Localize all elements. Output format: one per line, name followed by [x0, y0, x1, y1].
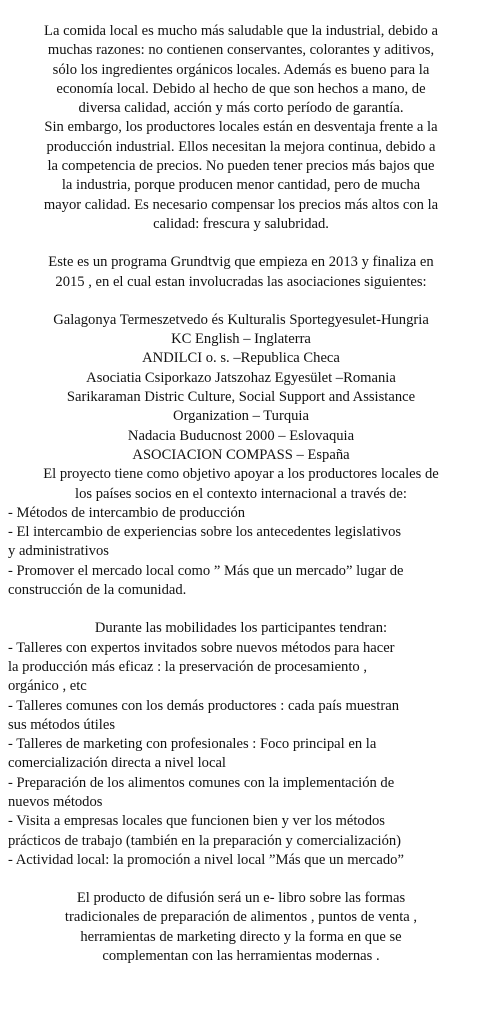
spacer	[6, 234, 476, 253]
intro-line: diversa calidad, acción y más corto período de garantía.	[78, 100, 404, 117]
mobility-heading-text: Durante las mobilidades los participantes tendran:	[94, 620, 388, 637]
intro-line: producción industrial. Ellos necesitan la mejora continua, debido a	[46, 138, 436, 155]
mobility-item: la producción más eficaz : la preservación de procesamiento ,	[8, 658, 368, 675]
mobility-item: sus métodos útiles	[8, 716, 116, 733]
partner-item: Nadacia Buducnost 2000 – Eslovaquia	[127, 427, 355, 444]
intro-line: economía local. Debido al hecho de que son hechos a mano, de	[56, 80, 426, 97]
objective-intro	[6, 465, 476, 504]
partner-item: ASOCIACION COMPASS – España	[132, 446, 350, 463]
partner-item: Asociatia Csiporkazo Jatszohaz Egyesület –Romania	[86, 369, 396, 386]
objective-item: - Métodos de intercambio de producción	[8, 504, 246, 521]
outcome-line: El producto de difusión será un e- libro sobre las formas	[76, 890, 406, 907]
objective-item: construcción de la comunidad.	[8, 582, 187, 599]
mobility-item: comercialización directa a nivel local	[8, 755, 226, 772]
mobility-item: orgánico , etc	[8, 678, 87, 695]
mobility-item: - Talleres comunes con los demás productores : cada país muestran	[8, 697, 399, 714]
objective-intro-line: los países socios en el contexto internacional a través de:	[75, 485, 407, 502]
partner-item: Galagonya Termeszetvedo és Kulturalis Sportegyesulet-Hungria	[53, 311, 429, 328]
mobility-item: - Preparación de los alimentos comunes con la implementación de	[8, 774, 395, 791]
mobility-item: - Talleres de marketing con profesionales : Foco principal en la	[8, 736, 377, 753]
spacer	[6, 870, 476, 889]
objective-item: y administrativos	[8, 543, 109, 560]
outcome-line: tradicionales de preparación de alimentos , puntos de venta ,	[64, 909, 418, 926]
partner-item: Sarikaraman Distric Culture, Social Support and Assistance	[66, 389, 416, 406]
objective-list	[6, 504, 476, 600]
intro-paragraph	[6, 22, 476, 234]
mobility-item: prácticos de trabajo (también en la preparación y comercialización)	[8, 832, 402, 849]
objective-item: - Promover el mercado local como ” Más que un mercado” lugar de	[8, 562, 404, 579]
partner-item: Organization – Turquia	[173, 408, 309, 425]
outcome-line: herramientas de marketing directo y la forma en que se	[80, 928, 402, 945]
outcome-line: complementan con las herramientas modernas .	[102, 948, 380, 965]
mobility-item: nuevos métodos	[8, 793, 103, 810]
intro-line: muchas razones: no contienen conservantes, colorantes y aditivos,	[47, 42, 435, 59]
mobility-heading	[6, 619, 476, 638]
objective-item: - El intercambio de experiencias sobre los antecedentes legislativos	[8, 524, 402, 541]
spacer	[6, 292, 476, 311]
intro-line: mayor calidad. Es necesario compensar los precios más altos con la	[43, 196, 439, 213]
spacer	[6, 600, 476, 619]
program-line: Este es un programa Grundtvig que empieza en 2013 y finaliza en	[48, 254, 434, 271]
intro-line: La comida local es mucho más saludable que la industrial, debido a	[44, 23, 438, 39]
mobility-item: - Actividad local: la promoción a nivel local ”Más que un mercado”	[8, 851, 404, 868]
intro-line: la industria, porque producen menor cantidad, pero de mucha	[61, 177, 421, 194]
outcome-paragraph	[6, 889, 476, 966]
mobility-item: - Talleres con expertos invitados sobre nuevos métodos para hacer	[8, 639, 395, 656]
objective-intro-line: El proyecto tiene como objetivo apoyar a los productores locales de	[43, 466, 439, 483]
program-line: 2015 , en el cual estan involucradas las asociaciones siguientes:	[55, 273, 427, 290]
mobility-list	[6, 639, 476, 871]
partner-item: ANDILCI o. s. –Republica Checa	[142, 350, 340, 367]
partners-list	[6, 311, 476, 465]
intro-line: sólo los ingredientes orgánicos locales. Además es bueno para la	[52, 61, 430, 78]
intro-line: la competencia de precios. No pueden tener precios más bajos que	[47, 158, 435, 175]
program-paragraph	[6, 253, 476, 292]
mobility-item: - Visita a empresas locales que funcionen bien y ver los métodos	[8, 813, 385, 830]
partner-item: KC English – Inglaterra	[171, 331, 311, 348]
intro-line: Sin embargo, los productores locales están en desventaja frente a la	[44, 119, 438, 136]
intro-line: calidad: frescura y salubridad.	[153, 215, 329, 232]
